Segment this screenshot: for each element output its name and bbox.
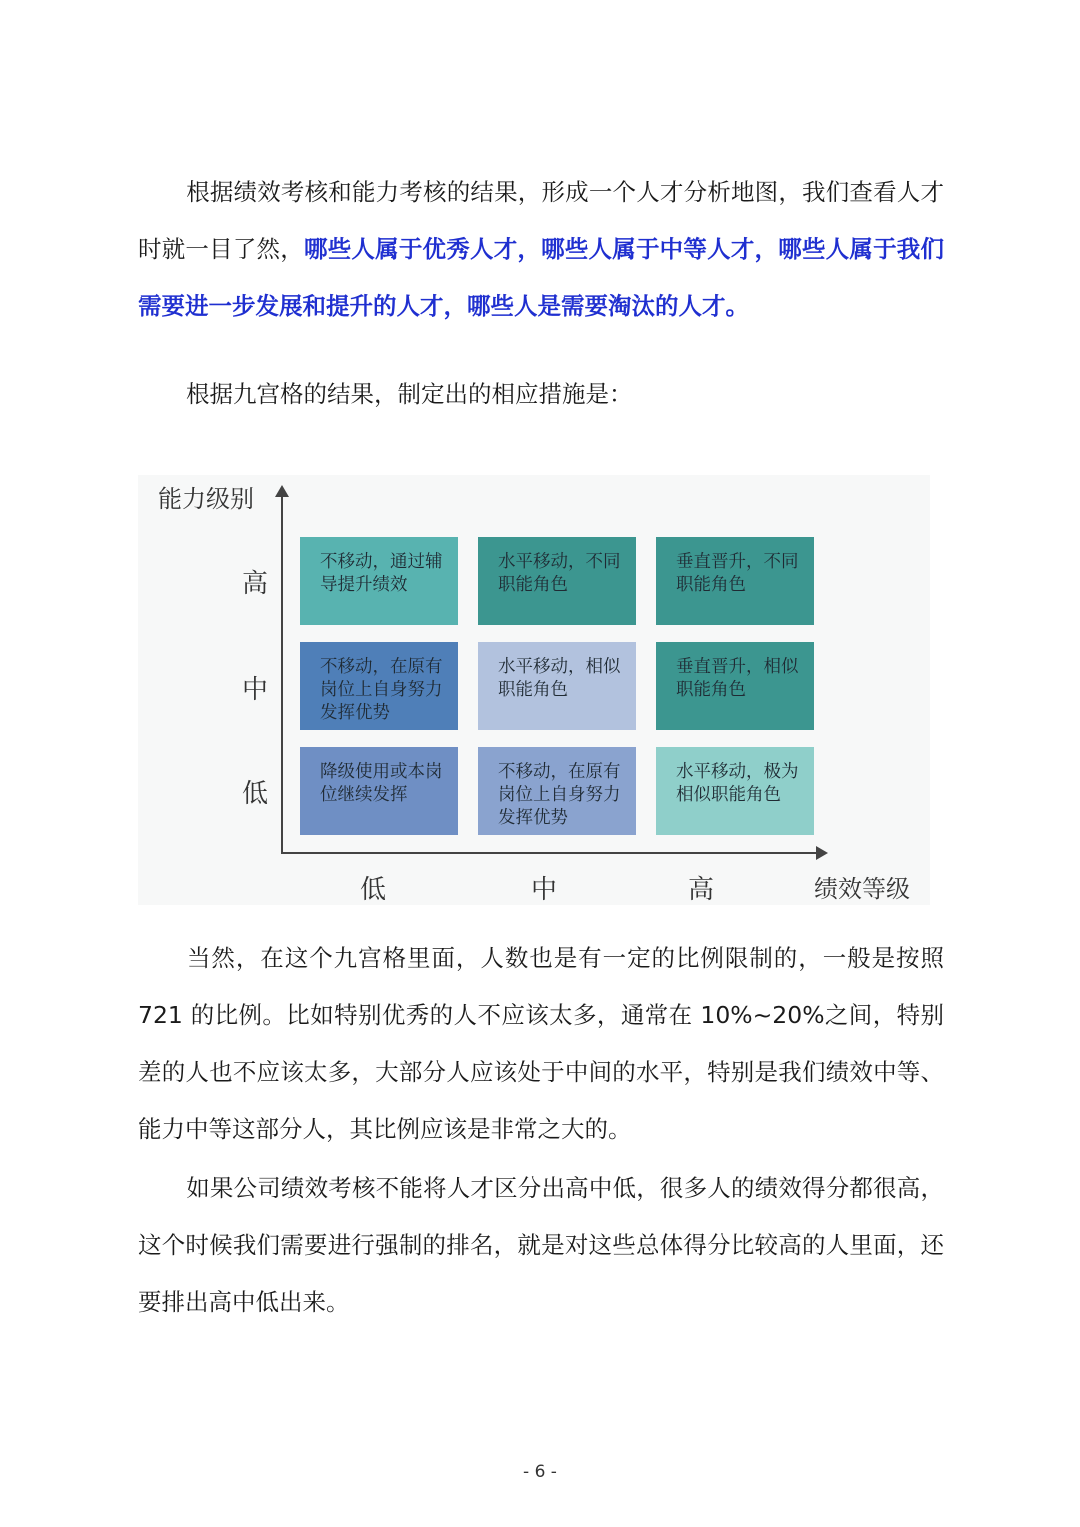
cell-low-ability-high-performance [656,747,814,835]
cell-text: 降级使用或本岗位继续发挥 [320,762,443,805]
x-axis-arrow [816,846,828,860]
cell-text: 不移动，在原有岗位上自身努力发挥优势 [498,762,621,828]
paragraph-forced-ranking [138,1160,944,1331]
x-axis-line [281,852,816,854]
paragraph-ratio-limit-text: 当然，在这个九宫格里面，人数也是有一定的比例限制的，一般是按照 721 的比例。比如特别优秀的人不应该太多，通常在 10%~20%之间，特别差的人也不应该太多，大部分人应该处于中间的水平，特别是我们绩效中等、能力中等这部分人，其比例应该是非常之大的。 [138,944,944,1143]
cell-mid-ability-high-performance [656,642,814,730]
paragraph-ratio-limit [138,930,944,1158]
cell-text: 水平移动，极为相似职能角色 [676,762,799,805]
y-tick-low: 低 [242,779,269,809]
x-tick-high: 高 [688,875,715,905]
paragraph-nine-box-intro [138,366,944,423]
cell-mid-ability-mid-performance [478,642,636,730]
cell-text: 水平移动，不同职能角色 [498,552,621,595]
cell-high-ability-mid-performance [478,537,636,625]
cell-low-ability-mid-performance [478,747,636,835]
y-axis-title: 能力级别 [158,485,254,513]
cell-text: 垂直晋升，相似职能角色 [676,657,799,700]
paragraph-talent-map [138,164,944,335]
x-tick-mid: 中 [531,875,558,905]
paragraph-forced-ranking-text: 如果公司绩效考核不能将人才区分出高中低，很多人的绩效得分都很高，这个时候我们需要进行强制的排名，就是对这些总体得分比较高的人里面，还要排出高中低出来。 [138,1174,944,1316]
page-number: - 6 - [523,1462,557,1482]
cell-text: 水平移动，相似职能角色 [498,657,621,700]
nine-box-grid-figure [138,475,930,905]
cell-text: 不移动，通过辅导提升绩效 [320,552,443,595]
cell-text: 垂直晋升，不同职能角色 [676,552,799,595]
cell-low-ability-low-performance [300,747,458,835]
cell-mid-ability-low-performance [300,642,458,730]
x-tick-low: 低 [360,875,387,905]
y-axis-line [281,493,283,853]
y-tick-mid: 中 [242,675,269,705]
paragraph-nine-box-intro-text: 根据九宫格的结果，制定出的相应措施是： [186,380,633,408]
y-tick-high: 高 [242,569,269,599]
x-axis-title: 绩效等级 [814,875,910,903]
paragraph-talent-map-text: 根据绩效考核和能力考核的结果，形成一个人才分析地图，我们查看人才时就一目了然， [138,178,944,263]
highlighted-talent-categories: 哪些人属于优秀人才，哪些人属于中等人才，哪些人属于我们需要进一步发展和提升的人才，哪些人是需要淘汰的人才。 [138,235,945,320]
cell-text: 不移动，在原有岗位上自身努力发挥优势 [320,657,443,723]
cell-high-ability-high-performance [656,537,814,625]
cell-high-ability-low-performance [300,537,458,625]
